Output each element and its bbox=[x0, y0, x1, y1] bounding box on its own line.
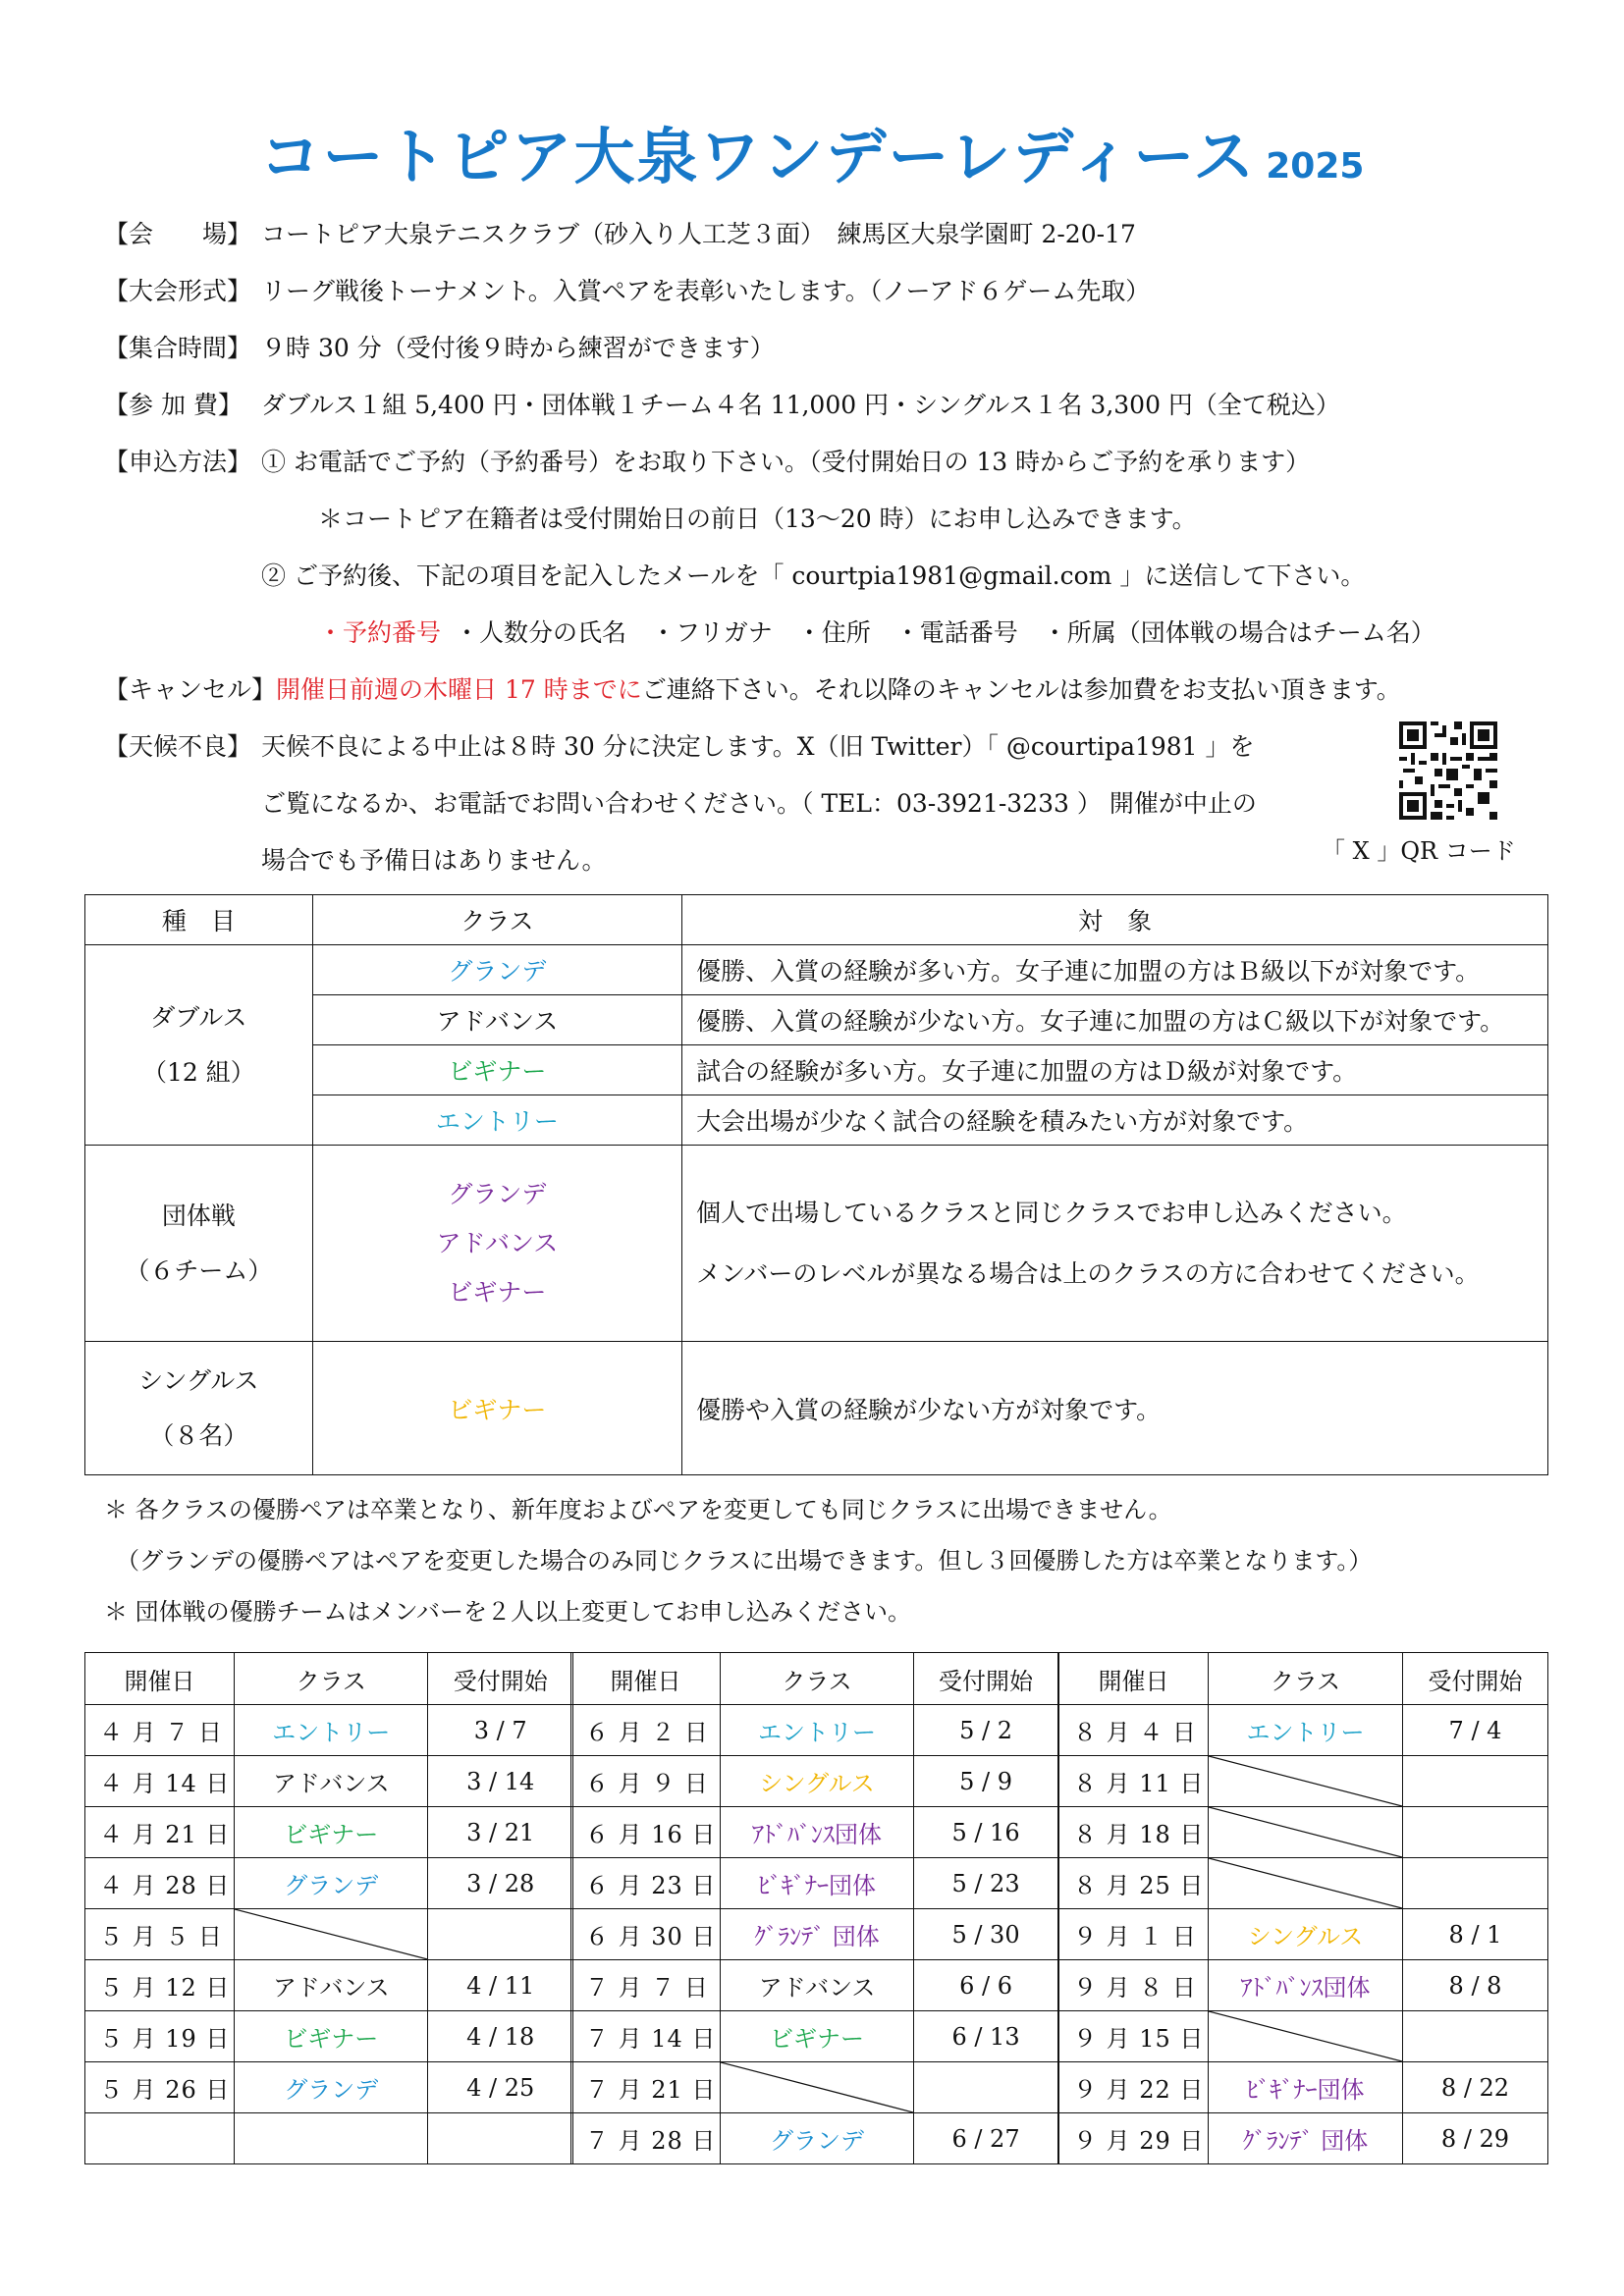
schedule-class: シングルス bbox=[1209, 1909, 1403, 1960]
schedule-class: ﾋﾞｷﾞﾅｰ団体 bbox=[720, 1858, 913, 1909]
schedule-row bbox=[571, 1756, 1058, 1807]
strike-line bbox=[235, 1909, 428, 1959]
schedule-open: 3 / 28 bbox=[428, 1858, 573, 1909]
schedule-class bbox=[1209, 1807, 1403, 1858]
schedule-date: ９ 月 29 日 bbox=[1059, 2113, 1209, 2164]
schedule-open: 8 / 29 bbox=[1403, 2113, 1548, 2164]
schedule-open: 3 / 21 bbox=[428, 1807, 573, 1858]
schedule-class bbox=[720, 2062, 913, 2113]
info-time: 【集合時間】 ９時 30 分（受付後９時から練習ができます） bbox=[104, 334, 775, 362]
doubles-target: 優勝、入賞の経験が多い方。女子連に加盟の方はＢ級以下が対象です。 bbox=[682, 945, 1548, 995]
schedule-row bbox=[1059, 2062, 1548, 2113]
schedule-open: 5 / 23 bbox=[914, 1858, 1058, 1909]
schedule-row bbox=[85, 1705, 573, 1756]
strike-line bbox=[1209, 2011, 1402, 2061]
schedule-class: ビギナー bbox=[720, 2011, 913, 2062]
schedule-class: アドバンス bbox=[720, 1960, 913, 2011]
schedule-date: ６ 月 ９ 日 bbox=[571, 1756, 721, 1807]
schedule-row bbox=[571, 1705, 1058, 1756]
schedule-header bbox=[571, 1653, 1058, 1705]
schedule-open: 7 / 4 bbox=[1403, 1705, 1548, 1756]
header-date: 開催日 bbox=[85, 1653, 235, 1705]
class-table bbox=[84, 894, 1548, 1475]
schedule-row bbox=[571, 2062, 1058, 2113]
schedule-row bbox=[85, 2113, 573, 2164]
event-info bbox=[104, 204, 1547, 887]
schedule-date: ６ 月 ２ 日 bbox=[571, 1705, 721, 1756]
schedule-open: 6 / 13 bbox=[914, 2011, 1058, 2062]
schedule-date: ８ 月 25 日 bbox=[1059, 1858, 1209, 1909]
header-target: 対 象 bbox=[682, 895, 1548, 945]
schedule-row bbox=[1059, 1960, 1548, 2011]
schedule-class: ｱﾄﾞﾊﾞﾝｽ団体 bbox=[1209, 1960, 1403, 2011]
note-3: ＊ 団体戦の優勝チームはメンバーを２人以上変更してお申し込みください。 bbox=[104, 1597, 911, 1626]
schedule-class bbox=[1209, 2011, 1403, 2062]
schedule-date: ６ 月 16 日 bbox=[571, 1807, 721, 1858]
doubles-class: グランデ bbox=[312, 945, 681, 995]
schedule-row bbox=[85, 2011, 573, 2062]
schedule-open bbox=[1403, 1858, 1548, 1909]
schedule-date bbox=[85, 2113, 235, 2164]
header-date: 開催日 bbox=[1059, 1653, 1209, 1705]
apply-note: ＊コートピア在籍者は受付開始日の前日（13～20 時）にお申し込みできます。 bbox=[318, 505, 1197, 533]
schedule-row bbox=[571, 2011, 1058, 2062]
schedule-class: シングルス bbox=[720, 1756, 913, 1807]
schedule-date: ７ 月 14 日 bbox=[571, 2011, 721, 2062]
schedule-row bbox=[571, 1960, 1058, 2011]
schedule-row bbox=[85, 1756, 573, 1807]
doubles-target: 試合の経験が多い方。女子連に加盟の方はＤ級が対象です。 bbox=[682, 1045, 1548, 1095]
schedule-class: グランデ bbox=[234, 1858, 428, 1909]
doubles-target: 優勝、入賞の経験が少ない方。女子連に加盟の方はＣ級以下が対象です。 bbox=[682, 995, 1548, 1045]
schedule-row bbox=[85, 1960, 573, 2011]
schedule-open bbox=[428, 1909, 573, 1960]
schedule-block-2 bbox=[570, 1652, 1058, 2164]
doubles-class: アドバンス bbox=[312, 995, 681, 1045]
singles-row bbox=[85, 1342, 1548, 1475]
schedule-date: ８ 月 11 日 bbox=[1059, 1756, 1209, 1807]
schedule-open: 6 / 6 bbox=[914, 1960, 1058, 2011]
schedule-row bbox=[85, 2062, 573, 2113]
schedule-class: アドバンス bbox=[234, 1960, 428, 2011]
doubles-row bbox=[85, 945, 1548, 995]
schedule-open: 5 / 9 bbox=[914, 1756, 1058, 1807]
schedule-row bbox=[85, 1909, 573, 1960]
schedule-header bbox=[85, 1653, 573, 1705]
schedule-block-3 bbox=[1058, 1652, 1548, 2164]
schedule-open: 4 / 25 bbox=[428, 2062, 573, 2113]
info-format: 【大会形式】 リーグ戦後トーナメント。入賞ペアを表彰いたします。（ノーアド６ゲーム先取） bbox=[104, 277, 1151, 305]
schedule-date: ５ 月 ５ 日 bbox=[85, 1909, 235, 1960]
singles-class: ビギナー bbox=[312, 1342, 681, 1475]
schedule-block-1 bbox=[84, 1652, 573, 2164]
class-table-header bbox=[85, 895, 1548, 945]
schedule-class: エントリー bbox=[234, 1705, 428, 1756]
team-row bbox=[85, 1146, 1548, 1342]
schedule-open bbox=[914, 2062, 1058, 2113]
schedule-open: 4 / 18 bbox=[428, 2011, 573, 2062]
team-category: 団体戦 （６チーム） bbox=[85, 1146, 313, 1342]
schedule-open bbox=[1403, 2011, 1548, 2062]
schedule-row bbox=[571, 1807, 1058, 1858]
notes bbox=[104, 1481, 1372, 1634]
schedule-date: ４ 月 28 日 bbox=[85, 1858, 235, 1909]
schedule-date: ９ 月 15 日 bbox=[1059, 2011, 1209, 2062]
schedule-row bbox=[571, 2113, 1058, 2164]
schedule-class: アドバンス bbox=[234, 1756, 428, 1807]
info-apply: 【申込方法】 ① お電話でご予約（予約番号）をお取り下さい。（受付開始日の 13 時からご予約を承ります） bbox=[104, 448, 1311, 476]
schedule-class bbox=[1209, 1756, 1403, 1807]
strike-line bbox=[1209, 1858, 1402, 1908]
apply-email: ② ご予約後、下記の項目を記入したメールを「 courtpia1981@gmail.com 」に送信して下さい。 bbox=[261, 561, 1366, 590]
schedule-date: ４ 月 14 日 bbox=[85, 1756, 235, 1807]
schedule-class: エントリー bbox=[720, 1705, 913, 1756]
doubles-class: エントリー bbox=[312, 1095, 681, 1146]
schedule-class: エントリー bbox=[1209, 1705, 1403, 1756]
header-class: クラス bbox=[312, 895, 681, 945]
schedule-class: ﾋﾞｷﾞﾅｰ団体 bbox=[1209, 2062, 1403, 2113]
schedule-date: ６ 月 23 日 bbox=[571, 1858, 721, 1909]
schedule-date: ９ 月 22 日 bbox=[1059, 2062, 1209, 2113]
qr-caption: 「 X 」QR コード bbox=[1322, 837, 1516, 865]
schedule-open bbox=[1403, 1756, 1548, 1807]
weather-line2: ご覧になるか、お電話でお問い合わせください。（ TEL：03-3921-3233 ） 開催が中止の bbox=[261, 789, 1257, 818]
schedule-date: ６ 月 30 日 bbox=[571, 1909, 721, 1960]
schedule-row bbox=[1059, 1909, 1548, 1960]
schedule-open bbox=[428, 2113, 573, 2164]
schedule-row bbox=[85, 1807, 573, 1858]
schedule-open: 8 / 1 bbox=[1403, 1909, 1548, 1960]
schedule-date: ９ 月 ８ 日 bbox=[1059, 1960, 1209, 2011]
schedule-open: 6 / 27 bbox=[914, 2113, 1058, 2164]
schedule-row bbox=[1059, 2011, 1548, 2062]
schedule-date: ５ 月 12 日 bbox=[85, 1960, 235, 2011]
schedule-row bbox=[1059, 1858, 1548, 1909]
schedule-class: グランデ bbox=[234, 2062, 428, 2113]
header-date: 開催日 bbox=[571, 1653, 721, 1705]
team-classes: グランデ アドバンス ビギナー bbox=[312, 1146, 681, 1342]
strike-line bbox=[721, 2062, 913, 2112]
doubles-category: ダブルス （12 組） bbox=[85, 945, 313, 1146]
schedule-date: ９ 月 １ 日 bbox=[1059, 1909, 1209, 1960]
schedule-date: ８ 月 18 日 bbox=[1059, 1807, 1209, 1858]
schedule-date: ５ 月 19 日 bbox=[85, 2011, 235, 2062]
apply-items: ・予約番号 ・人数分の氏名 ・フリガナ ・住所 ・電話番号 ・所属（団体戦の場合はチーム名） bbox=[318, 618, 1435, 647]
schedule-class: グランデ bbox=[720, 2113, 913, 2164]
schedule-open: 4 / 11 bbox=[428, 1960, 573, 2011]
schedule-class: ビギナー bbox=[234, 2011, 428, 2062]
schedule-open: 8 / 22 bbox=[1403, 2062, 1548, 2113]
header-open: 受付開始 bbox=[914, 1653, 1058, 1705]
header-class: クラス bbox=[234, 1653, 428, 1705]
schedule-row bbox=[1059, 2113, 1548, 2164]
schedule-date: ７ 月 28 日 bbox=[571, 2113, 721, 2164]
schedule-row bbox=[1059, 1807, 1548, 1858]
singles-category: シングルス （８名） bbox=[85, 1342, 313, 1475]
note-1: ＊ 各クラスの優勝ペアは卒業となり、新年度およびペアを変更しても同じクラスに出場できません。 bbox=[104, 1495, 1172, 1523]
note-2: （グランデの優勝ペアはペアを変更した場合のみ同じクラスに出場できます。但し３回優勝した方は卒業となります。） bbox=[104, 1546, 1373, 1575]
schedule-row bbox=[1059, 1756, 1548, 1807]
schedule-date: ４ 月 ７ 日 bbox=[85, 1705, 235, 1756]
schedule-open: 5 / 30 bbox=[914, 1909, 1058, 1960]
schedule-open: 3 / 14 bbox=[428, 1756, 573, 1807]
schedule-open: 5 / 2 bbox=[914, 1705, 1058, 1756]
team-target: 個人で出場しているクラスと同じクラスでお申し込みください。 メンバーのレベルが異なる場合は上のクラスの方に合わせてください。 bbox=[682, 1146, 1548, 1342]
schedule-class: ビギナー bbox=[234, 1807, 428, 1858]
singles-target: 優勝や入賞の経験が少ない方が対象です。 bbox=[682, 1342, 1548, 1475]
schedule-open: 8 / 8 bbox=[1403, 1960, 1548, 2011]
title-year: 2025 bbox=[1266, 146, 1365, 187]
schedule-open: 3 / 7 bbox=[428, 1705, 573, 1756]
schedule-header bbox=[1059, 1653, 1548, 1705]
schedule-date: ４ 月 21 日 bbox=[85, 1807, 235, 1858]
header-open: 受付開始 bbox=[428, 1653, 573, 1705]
schedule-class bbox=[234, 2113, 428, 2164]
info-cancel: 【キャンセル】 開催日前週の木曜日 17 時までに ご連絡下さい。それ以降のキャンセルは参加費をお支払い頂きます。 bbox=[104, 675, 1401, 704]
weather-line3: 場合でも予備日はありません。 bbox=[261, 846, 607, 875]
schedule-class bbox=[234, 1909, 428, 1960]
doubles-class: ビギナー bbox=[312, 1045, 681, 1095]
strike-line bbox=[1209, 1807, 1402, 1857]
header-class: クラス bbox=[720, 1653, 913, 1705]
qr-code-icon[interactable] bbox=[1399, 721, 1497, 820]
schedule-date: ８ 月 ４ 日 bbox=[1059, 1705, 1209, 1756]
schedule-date: ５ 月 26 日 bbox=[85, 2062, 235, 2113]
header-class: クラス bbox=[1209, 1653, 1403, 1705]
schedule-open bbox=[1403, 1807, 1548, 1858]
info-fee: 【参 加 費】 ダブルス１組 5,400 円・団体戦１チーム４名 11,000 円・シングルス１名 3,300 円（全て税込） bbox=[104, 391, 1340, 419]
schedule-date: ７ 月 21 日 bbox=[571, 2062, 721, 2113]
schedule-row bbox=[85, 1858, 573, 1909]
doubles-target: 大会出場が少なく試合の経験を積みたい方が対象です。 bbox=[682, 1095, 1548, 1146]
schedule-row bbox=[571, 1858, 1058, 1909]
header-category: 種 目 bbox=[85, 895, 313, 945]
schedule-date: ７ 月 ７ 日 bbox=[571, 1960, 721, 2011]
schedule-class bbox=[1209, 1858, 1403, 1909]
strike-line bbox=[1209, 1756, 1402, 1806]
schedule-row bbox=[1059, 1705, 1548, 1756]
schedule-class: ｸﾞﾗﾝﾃﾞ 団体 bbox=[720, 1909, 913, 1960]
schedule-class: ｱﾄﾞﾊﾞﾝｽ団体 bbox=[720, 1807, 913, 1858]
schedule-open: 5 / 16 bbox=[914, 1807, 1058, 1858]
schedule-row bbox=[571, 1909, 1058, 1960]
info-venue: 【会 場】 コートピア大泉テニスクラブ（砂入り人工芝３面） 練馬区大泉学園町 2-20-17 bbox=[104, 220, 1136, 248]
page-title bbox=[0, 108, 1624, 195]
title-main: コートピア大泉ワンデーレディース bbox=[259, 121, 1257, 192]
header-open: 受付開始 bbox=[1403, 1653, 1548, 1705]
schedule-class: ｸﾞﾗﾝﾃﾞ 団体 bbox=[1209, 2113, 1403, 2164]
info-weather: 【天候不良】 天候不良による中止は８時 30 分に決定します。X（旧 Twitter）「 @courtipa1981 」を bbox=[104, 732, 1255, 761]
